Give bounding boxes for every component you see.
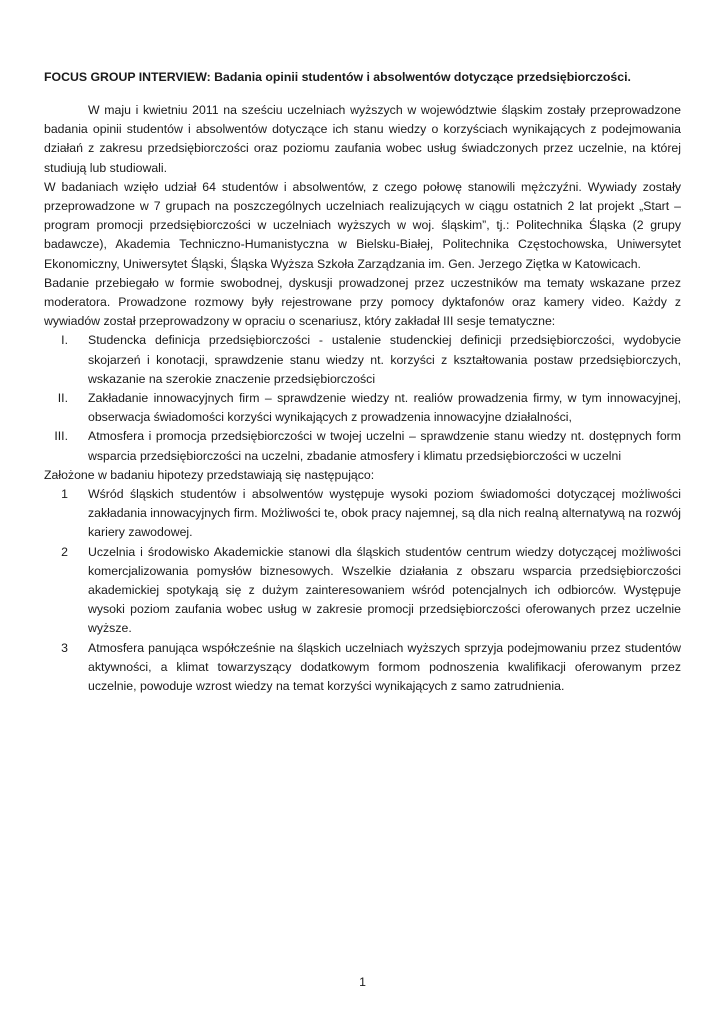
list-item-text: Uczelnia i środowisko Akademickie stanowi dla śląskich studentów centrum wiedzy dotyczącej możliwości komercjalizowania pomysłów biznesowych. Wszelkie działania z obszaru wsparcia przedsiębiorczości akademickiej spotykają się z dużym zainteresowaniem wśród potencjalnych ich odbiorców. Występuje wysoki poziom zaufania wobec usług w zakresie promocji przedsiębiorczości oferowanych przez uczelnie wyższe.: [88, 544, 681, 636]
list-item-number: III.: [54, 429, 68, 444]
intro-paragraph: W maju i kwietniu 2011 na sześciu uczelniach wyższych w województwie śląskim zostały przeprowadzone badania opinii studentów i absolwentów dotyczące ich stanu wiedzy o korzyściach wynikających z podejmowania działań z zakresu przedsiębiorczości oraz poziomu zaufania wobec usług świadczonych przez uczelnie, na której studiują lub studiowali.: [44, 103, 681, 175]
document-title: FOCUS GROUP INTERVIEW: Badania opinii studentów i absolwentów dotyczące przedsiębiorczości.: [44, 70, 631, 84]
list-item-text: Zakładanie innowacyjnych firm – sprawdzenie wiedzy nt. realiów prowadzenia firmy, w tym innowacyjnej, obserwacja świadomości korzyści wynikających z prowadzenia innowacyjne działalności,: [88, 391, 681, 425]
participants-paragraph: W badaniach wzięło udział 64 studentów i absolwentów, z czego połowę stanowili mężczyźni. Wywiady zostały przeprowadzone w 7 grupach na poszczególnych uczelniach realizujących w ciągu ostatnich 2 lat projekt „Start – program promocji przedsiębiorczości w uczelniach wyższych w woj. śląskim”, tj.: Politechnika Śląska (2 grupy badawcze), Akademia Techniczno-Humanistyczna w Bielsku-Białej, Politechnika Częstochowska, Uniwersytet Ekonomiczny, Uniwersytet Śląski, Śląska Wyższa Szkoła Zarządzania im. Gen. Jerzego Ziętka w Katowicach.: [44, 179, 681, 271]
list-item-number: 2: [61, 544, 68, 559]
list-item-number: I.: [61, 333, 68, 348]
list-item-number: 1: [61, 487, 68, 502]
page-number: 1: [359, 975, 366, 989]
list-item-number: II.: [57, 391, 68, 406]
list-item-text: Atmosfera panująca współcześnie na śląskich uczelniach wyższych sprzyja podejmowaniu przez studentów aktywności, a klimat towarzyszący dodatkowym formom podnoszenia kwalifikacji oferowanym przez uczelnie, powoduje wzrost wiedzy na temat korzyści wynikających z samo zatrudnienia.: [88, 640, 681, 694]
list-item: [44, 639, 681, 697]
list-item: [44, 485, 681, 543]
list-item-text: Wśród śląskich studentów i absolwentów występuje wysoki poziom świadomości dotyczącej możliwości zakładania innowacyjnych firm. Możliwości te, obok pracy najemnej, są dla nich realną alternatywą na rozwój kariery zawodowej.: [88, 487, 681, 540]
list-item-text: Studencka definicja przedsiębiorczości - ustalenie studenckiej definicji przedsiębiorczości, wydobycie skojarzeń i konotacji, sprawdzenie stanu wiedzy nt. korzyści z kształtowania postaw przedsiębiorczych, wskazanie na szerokie znaczenie przedsiębiorczości: [88, 333, 681, 386]
list-item-text: Atmosfera i promocja przedsiębiorczości w twojej uczelni – sprawdzenie stanu wiedzy nt. dostępnych form wsparcia przedsiębiorczości na uczelni, zbadanie atmosfery i klimatu przedsiębiorczości w uczelni: [88, 429, 681, 463]
list-item: [44, 331, 681, 389]
list-item-number: 3: [61, 640, 68, 655]
list-item: [44, 543, 681, 639]
method-paragraph: Badanie przebiegało w formie swobodnej, dyskusji prowadzonej przez uczestników ma tematy wskazane przez moderatora. Prowadzone rozmowy były rejestrowane przy pomocy dyktafonów oraz kamery video. Każdy z wywiadów został przeprowadzony w opraciu o scenariusz, który zakładał III sesje tematyczne:: [44, 275, 681, 329]
list-item: [44, 427, 681, 465]
hypotheses-intro: Założone w badaniu hipotezy przedstawiają się następująco:: [44, 467, 375, 482]
hypotheses-list: [44, 485, 681, 696]
list-item: [44, 389, 681, 427]
document-page: [44, 68, 681, 696]
sessions-list: [44, 331, 681, 465]
